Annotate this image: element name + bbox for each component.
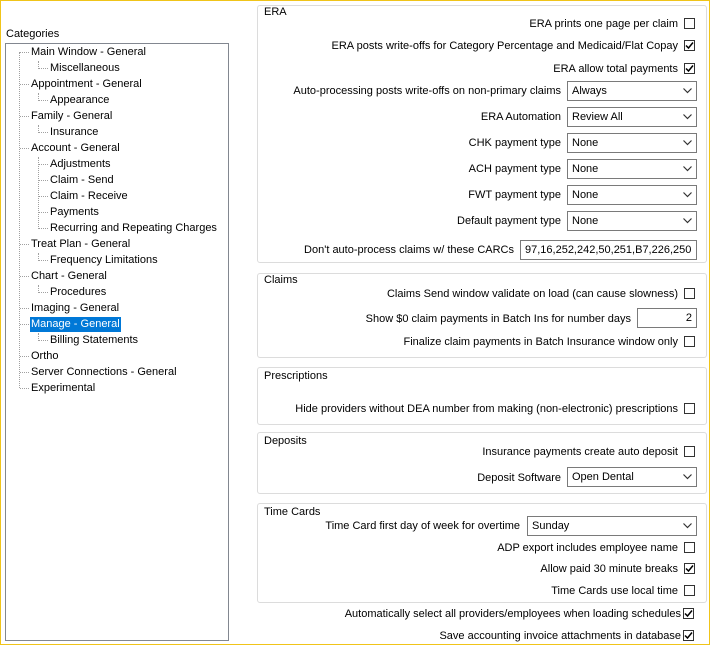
local-time-checkbox[interactable] bbox=[684, 585, 695, 596]
tree-item-procedures[interactable]: Procedures bbox=[50, 286, 107, 298]
claims-group-title: Claims bbox=[264, 274, 298, 286]
tree-connector bbox=[20, 148, 29, 149]
fwt-payment-type-select[interactable] bbox=[567, 185, 697, 205]
chevron-down-icon bbox=[683, 474, 692, 480]
tree-connector bbox=[20, 244, 29, 245]
prescriptions-group-title: Prescriptions bbox=[264, 370, 328, 382]
carcs-input[interactable]: 97,16,252,242,50,251,B7,226,250 bbox=[520, 240, 697, 260]
tree-item-billing-statements[interactable]: Billing Statements bbox=[50, 334, 139, 346]
tree-item-adjustments[interactable]: Adjustments bbox=[50, 158, 111, 170]
era-automation-value: Review All bbox=[572, 111, 623, 123]
paid-breaks-checkbox[interactable] bbox=[684, 563, 695, 574]
timecards-group bbox=[257, 503, 707, 603]
tree-item-ortho[interactable]: Ortho bbox=[31, 350, 59, 362]
categories-tree[interactable] bbox=[5, 43, 229, 641]
adp-export-checkbox[interactable] bbox=[684, 542, 695, 553]
tree-item-chart-general[interactable]: Chart - General bbox=[31, 270, 107, 282]
tree-connector bbox=[39, 164, 48, 165]
era-total-payments-label: ERA allow total payments bbox=[553, 63, 678, 75]
tree-item-server-connections[interactable]: Server Connections - General bbox=[31, 366, 177, 378]
tree-connector bbox=[39, 228, 48, 229]
era-automation-select[interactable] bbox=[567, 107, 697, 127]
deposit-software-value: Open Dental bbox=[572, 471, 634, 483]
checkmark-icon bbox=[685, 41, 694, 50]
first-day-value: Sunday bbox=[532, 520, 570, 532]
deposit-software-label: Deposit Software bbox=[477, 472, 561, 484]
tree-item-insurance[interactable]: Insurance bbox=[50, 126, 99, 138]
tree-item-frequency-limitations[interactable]: Frequency Limitations bbox=[50, 254, 158, 266]
era-writeoffs-checkbox[interactable] bbox=[684, 40, 695, 51]
era-total-payments-checkbox[interactable] bbox=[684, 63, 695, 74]
chevron-down-icon bbox=[683, 192, 692, 198]
claims-validate-label: Claims Send window validate on load (can cause slowness) bbox=[386, 288, 678, 300]
deposits-group bbox=[257, 432, 707, 494]
finalize-payments-label: Finalize claim payments in Batch Insurance window only bbox=[403, 336, 678, 348]
local-time-label: Time Cards use local time bbox=[551, 585, 678, 597]
tree-connector bbox=[20, 356, 29, 357]
zero-payments-input[interactable]: 2 bbox=[637, 308, 697, 328]
chevron-down-icon bbox=[683, 88, 692, 94]
era-group bbox=[257, 5, 707, 263]
tree-item-imaging-general[interactable]: Imaging - General bbox=[31, 302, 120, 314]
chevron-down-icon bbox=[683, 114, 692, 120]
finalize-payments-checkbox[interactable] bbox=[684, 336, 695, 347]
checkmark-icon bbox=[684, 609, 693, 618]
tree-connector bbox=[39, 260, 48, 261]
era-group-title: ERA bbox=[264, 6, 287, 18]
tree-connector bbox=[39, 180, 48, 181]
tree-connector bbox=[20, 276, 29, 277]
deposit-software-select[interactable] bbox=[567, 467, 697, 487]
tree-connector bbox=[20, 84, 29, 85]
default-payment-type-label: Default payment type bbox=[457, 215, 561, 227]
ach-payment-type-value: None bbox=[572, 163, 599, 175]
era-one-page-checkbox[interactable] bbox=[684, 18, 695, 29]
auto-writeoffs-select[interactable] bbox=[567, 81, 697, 101]
tree-connector bbox=[39, 100, 48, 101]
hide-dea-label: Hide providers without DEA number from making (non-electronic) prescriptions bbox=[295, 403, 678, 415]
auto-deposit-checkbox[interactable] bbox=[684, 446, 695, 457]
checkmark-icon bbox=[684, 631, 693, 640]
tree-item-appointment-general[interactable]: Appointment - General bbox=[31, 78, 142, 90]
tree-connector bbox=[20, 324, 29, 325]
auto-deposit-label: Insurance payments create auto deposit bbox=[482, 446, 678, 458]
tree-connector bbox=[38, 157, 39, 229]
tree-item-miscellaneous[interactable]: Miscellaneous bbox=[50, 62, 120, 74]
carcs-label: Don't auto-process claims w/ these CARCs bbox=[304, 244, 514, 256]
tree-connector bbox=[39, 340, 48, 341]
prescriptions-group bbox=[257, 367, 707, 425]
default-payment-type-select[interactable] bbox=[567, 211, 697, 231]
tree-connector bbox=[39, 132, 48, 133]
tree-item-account-general[interactable]: Account - General bbox=[31, 142, 120, 154]
chevron-down-icon bbox=[683, 218, 692, 224]
tree-connector bbox=[20, 372, 29, 373]
chevron-down-icon bbox=[683, 523, 692, 529]
era-one-page-label: ERA prints one page per claim bbox=[529, 18, 678, 30]
claims-validate-checkbox[interactable] bbox=[684, 288, 695, 299]
categories-label: Categories bbox=[6, 28, 60, 40]
tree-connector bbox=[39, 196, 48, 197]
chk-payment-type-label: CHK payment type bbox=[468, 137, 561, 149]
tree-connector-root bbox=[19, 52, 20, 388]
tree-connector bbox=[20, 116, 29, 117]
era-writeoffs-label: ERA posts write-offs for Category Percentage and Medicaid/Flat Copay bbox=[331, 40, 678, 52]
tree-item-main-window-general[interactable]: Main Window - General bbox=[31, 46, 146, 58]
hide-dea-checkbox[interactable] bbox=[684, 403, 695, 414]
auto-writeoffs-label: Auto-processing posts write-offs on non-primary claims bbox=[293, 85, 561, 97]
tree-item-claim-receive[interactable]: Claim - Receive bbox=[50, 190, 128, 202]
auto-select-providers-checkbox[interactable] bbox=[683, 608, 694, 619]
era-automation-label: ERA Automation bbox=[480, 111, 561, 123]
auto-select-providers-label: Automatically select all providers/employees when loading schedules bbox=[344, 608, 681, 620]
chk-payment-type-select[interactable] bbox=[567, 133, 697, 153]
tree-item-appearance[interactable]: Appearance bbox=[50, 94, 110, 106]
paid-breaks-label: Allow paid 30 minute breaks bbox=[540, 563, 678, 575]
save-invoice-label: Save accounting invoice attachments in database bbox=[439, 630, 681, 642]
fwt-payment-type-value: None bbox=[572, 189, 599, 201]
claims-group bbox=[257, 273, 707, 358]
chevron-down-icon bbox=[683, 140, 692, 146]
chk-payment-type-value: None bbox=[572, 137, 599, 149]
zero-payments-label: Show $0 claim payments in Batch Ins for number days bbox=[365, 313, 631, 325]
tree-connector bbox=[20, 388, 29, 389]
tree-item-manage-general[interactable]: Manage - General bbox=[31, 318, 120, 330]
timecards-group-title: Time Cards bbox=[264, 506, 321, 518]
tree-item-payments[interactable]: Payments bbox=[50, 206, 99, 218]
tree-connector bbox=[20, 52, 29, 53]
checkmark-icon bbox=[685, 564, 694, 573]
auto-writeoffs-value: Always bbox=[572, 85, 607, 97]
tree-item-family-general[interactable]: Family - General bbox=[31, 110, 113, 122]
ach-payment-type-label: ACH payment type bbox=[468, 163, 561, 175]
save-invoice-checkbox[interactable] bbox=[683, 630, 694, 641]
tree-connector bbox=[39, 212, 48, 213]
tree-connector bbox=[39, 68, 48, 69]
adp-export-label: ADP export includes employee name bbox=[497, 542, 678, 554]
chevron-down-icon bbox=[683, 166, 692, 172]
tree-item-recurring-charges[interactable]: Recurring and Repeating Charges bbox=[50, 222, 217, 234]
tree-item-claim-send[interactable]: Claim - Send bbox=[50, 174, 114, 186]
fwt-payment-type-label: FWT payment type bbox=[468, 189, 561, 201]
first-day-label: Time Card first day of week for overtime bbox=[325, 520, 520, 532]
ach-payment-type-select[interactable] bbox=[567, 159, 697, 179]
first-day-select[interactable] bbox=[527, 516, 697, 536]
tree-connector bbox=[39, 292, 48, 293]
tree-item-experimental[interactable]: Experimental bbox=[31, 382, 96, 394]
checkmark-icon bbox=[685, 64, 694, 73]
tree-connector bbox=[20, 308, 29, 309]
deposits-group-title: Deposits bbox=[264, 435, 307, 447]
default-payment-type-value: None bbox=[572, 215, 599, 227]
tree-item-treat-plan-general[interactable]: Treat Plan - General bbox=[31, 238, 131, 250]
